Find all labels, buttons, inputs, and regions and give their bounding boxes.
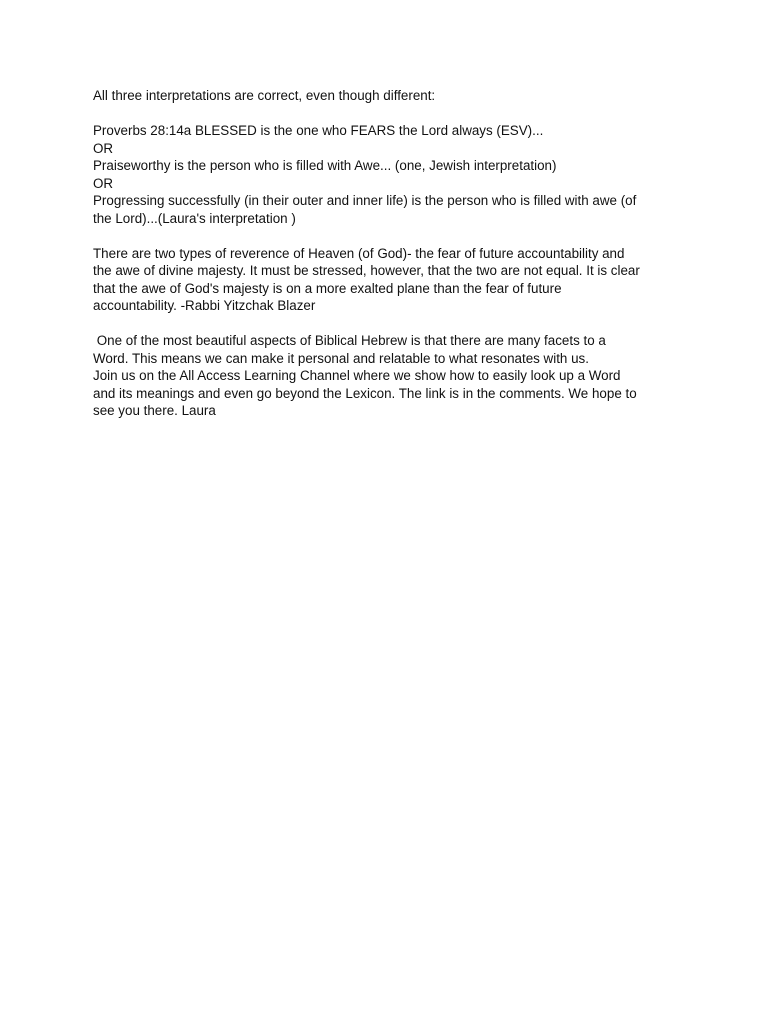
quote-line: that the awe of God's majesty is on a more exalted plane than the fear of future — [93, 280, 562, 296]
closing-line: see you there. Laura — [93, 403, 216, 418]
paragraph-spacer — [93, 227, 683, 245]
closing-line: Join us on the All Access Learning Channel where we show how to easily look up a Word — [93, 368, 621, 383]
quote-line: the awe of divine majesty. It must be stressed, however, that the two are not equal. It is clear — [93, 263, 640, 278]
paragraph-spacer — [93, 315, 683, 333]
quote-line: There are two types of reverence of Heaven (of God)- the fear of future accountability and — [93, 245, 625, 261]
or-separator: OR — [93, 140, 114, 156]
quote-paragraph — [93, 245, 683, 315]
closing-line: One of the most beautiful aspects of Biblical Hebrew is that there are many facets to a — [93, 333, 606, 348]
closing-line: Word. This means we can make it personal and relatable to what resonates with us. — [93, 350, 589, 366]
paragraph-spacer — [93, 105, 683, 123]
interpretation-esv: Proverbs 28:14a BLESSED is the one who FEARS the Lord always (ESV)... — [93, 123, 544, 138]
intro-text: All three interpretations are correct, even though different: — [93, 88, 436, 103]
closing-line: and its meanings and even go beyond the Lexicon. The link is in the comments. We hope to — [93, 385, 637, 401]
document-body — [93, 87, 683, 420]
interpretations-paragraph — [93, 122, 683, 227]
interpretation-laura-line: the Lord)...(Laura's interpretation ) — [93, 210, 296, 226]
closing-paragraph — [93, 332, 683, 420]
interpretation-jewish: Praiseworthy is the person who is filled with Awe... (one, Jewish interpretation) — [93, 158, 557, 173]
or-separator: OR — [93, 175, 114, 191]
interpretation-laura-line: Progressing successfully (in their outer and inner life) is the person who is filled with awe (of — [93, 193, 637, 208]
quote-line: accountability. -Rabbi Yitzchak Blazer — [93, 298, 316, 313]
